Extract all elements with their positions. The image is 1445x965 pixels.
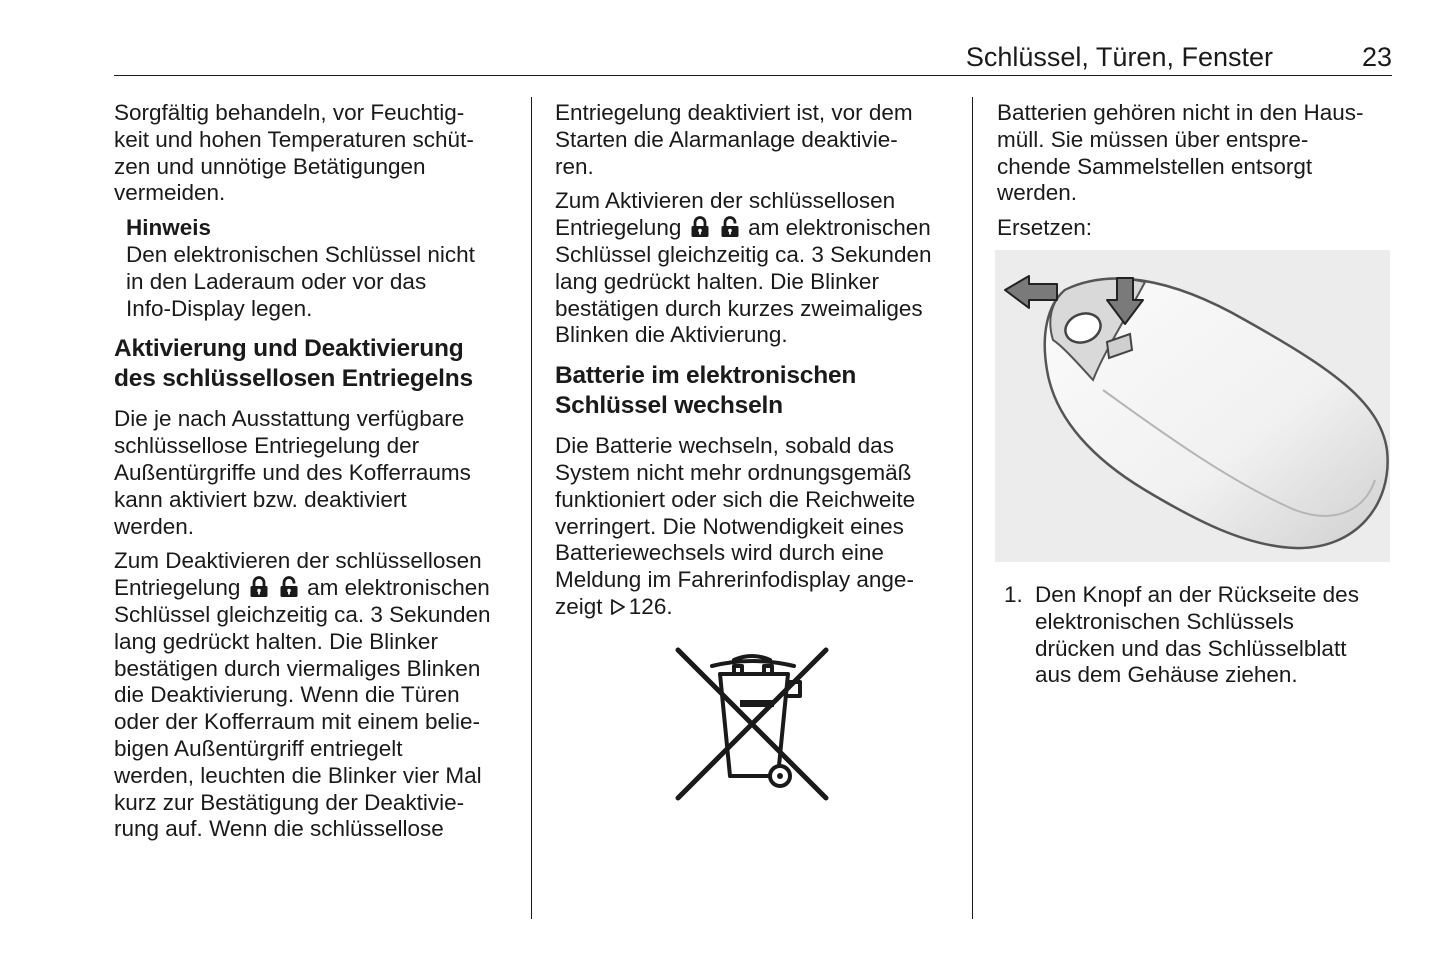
intro-paragraph: Sorgfältig behandeln, vor Feuchtig- keit und hohen Temperaturen schüt- zen und unnötige Betätigungen vermeiden. <box>114 100 474 206</box>
battery-paragraph: Die Batterie wechseln, sobald das System nicht mehr ordnungsgemäß funktioniert oder sich die Reichweite verringert. Die Notwendigkeit eines Batteriewechsels wird durch eine Meldung im Fahrerinfodisplay ange- zeigt 126. <box>555 433 916 619</box>
column-3 <box>997 100 1397 250</box>
disposal-paragraph: Batterien gehören nicht in den Haus- müll. Sie müssen über entspre- chende Sammelstellen entsorgt werden. <box>997 100 1364 206</box>
column-divider-right <box>972 97 973 919</box>
running-header-title: Schlüssel, Türen, Fenster <box>965 42 1273 72</box>
cross-reference-arrow-icon <box>609 597 627 617</box>
key-fob-drawing <box>995 250 1390 562</box>
column-divider-left <box>531 97 532 919</box>
column-2 <box>555 100 960 629</box>
page-number: 23 <box>1361 42 1392 72</box>
step-text: Den Knopf an der Rückseite des elektronischen Schlüssels drücken und das Schlüsselblatt aus dem Gehäuse ziehen. <box>1035 582 1359 688</box>
unlock-icon <box>720 216 740 238</box>
lock-icon <box>690 216 710 238</box>
note-box: Hinweis Den elektronischen Schlüssel nicht in den Laderaum oder vor das Info-Display legen. <box>126 215 519 322</box>
lock-icon <box>249 576 269 598</box>
activate-paragraph: Zum Aktivieren der schlüssellosen Entriegelung am elektronischen Schlüssel gleichzeitig ca. 3 Sekunden lang gedrückt halten. Die Blinker bestätigen durch kurzes zweimaliges Blinken die Aktivierung. <box>555 188 932 348</box>
alarm-paragraph: Entriegelung deaktiviert ist, vor dem Starten die Alarmanlage deaktivie- ren. <box>555 100 913 179</box>
note-title: Hinweis <box>126 215 212 241</box>
crossed-bin-icon <box>672 644 832 804</box>
step-number: 1. <box>1004 582 1023 607</box>
page-reference[interactable]: 126. <box>628 593 673 619</box>
replace-label: Ersetzen: <box>997 215 1093 241</box>
deactivate-paragraph: Zum Deaktivieren der schlüssellosen Entriegelung am elektronischen Schlüssel gleichzeitig ca. 3 Sekunden lang gedrückt halten. Die Blinker bestätigen durch viermaliges Blinken die Deaktivierung. Wenn die Türen oder der Kofferraum mit einem belie- bigen Außentürgriff entriegelt werden, leuchten die Blinker vier Mal kurz zur Bestätigung der Deaktivie- rung auf. Wenn die schlüssellose <box>114 548 491 842</box>
column-1 <box>114 100 519 851</box>
pull-arrow-icon <box>1005 276 1057 308</box>
section-heading-keyless: Aktivierung und Deaktivierung des schlüssellosen Entriegelns <box>114 335 473 393</box>
unlock-icon <box>279 576 299 598</box>
header-rule <box>114 75 1392 76</box>
section-heading-battery: Batterie im elektronischen Schlüssel wechseln <box>555 362 857 420</box>
key-fob-illustration <box>995 250 1390 562</box>
availability-paragraph: Die je nach Ausstattung verfügbare schlüssellose Entriegelung der Außentürgriffe und des Kofferraums kann aktiviert bzw. deaktiviert werden. <box>114 406 471 539</box>
